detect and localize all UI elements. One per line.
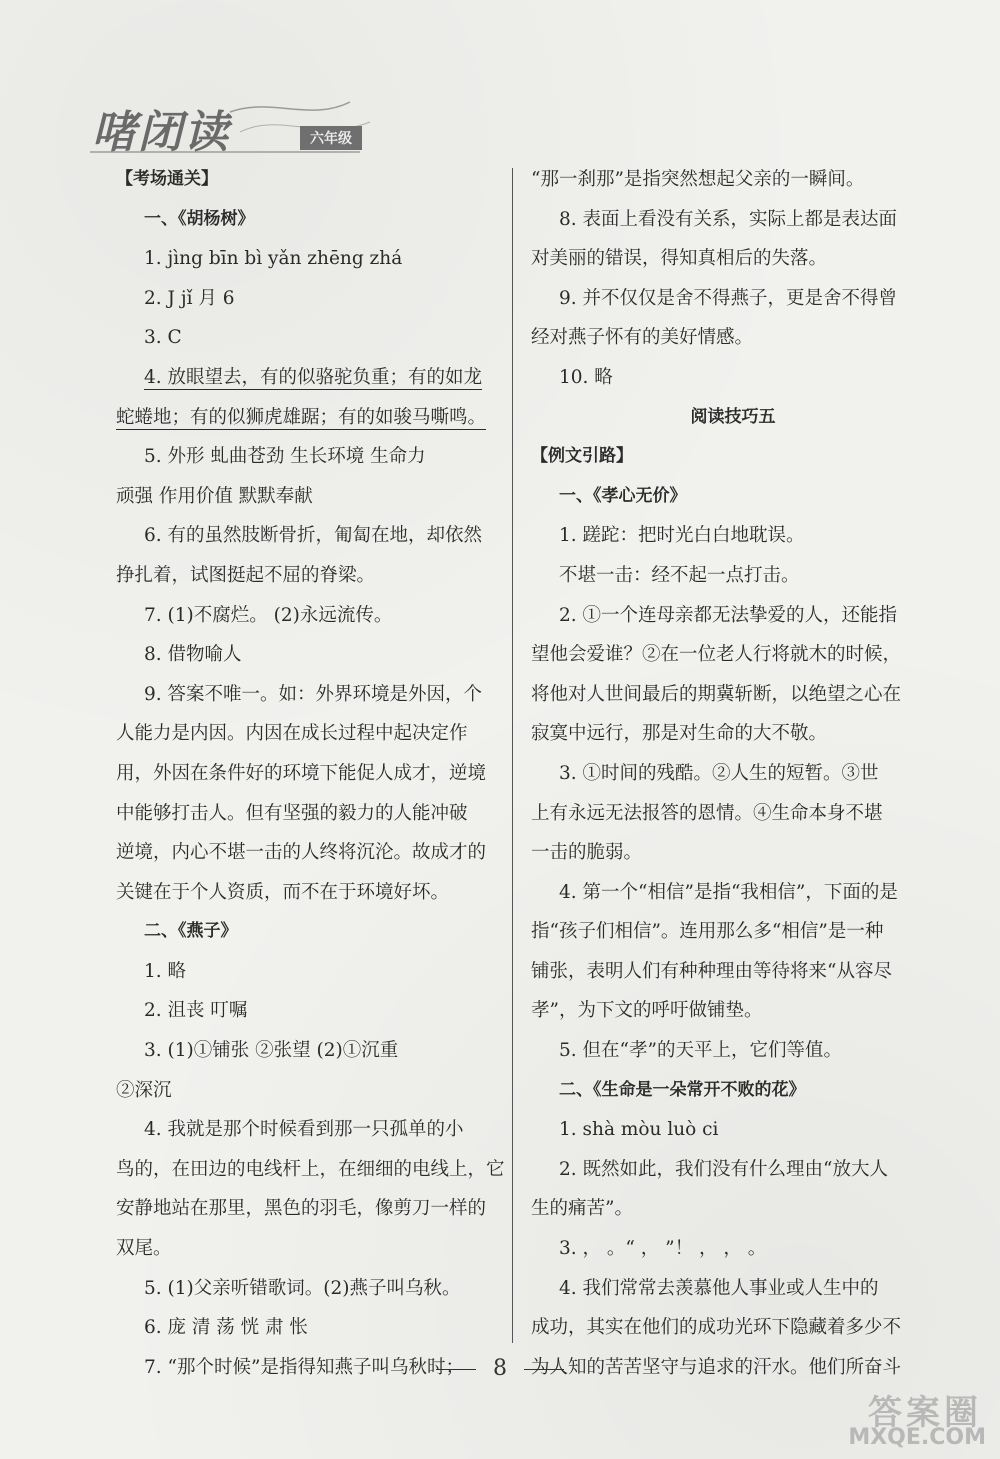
left-column-line: 顽强 作用价值 默默奉献 bbox=[116, 485, 313, 507]
footer-dash-right bbox=[524, 1369, 564, 1370]
left-column-line: 用，外因在条件好的环境下能促人成才，逆境 bbox=[116, 762, 487, 784]
left-column bbox=[116, 160, 526, 1387]
right-column-line: “那一刹那”是指突然想起父亲的一瞬间。 bbox=[531, 169, 865, 190]
right-column-line: 1. shà mòu luò ci bbox=[559, 1119, 719, 1141]
left-column-line: 3. C bbox=[144, 327, 182, 349]
right-column-line: 3. ， 。“ ， ”！ ， ， 。 bbox=[559, 1238, 767, 1260]
left-column-line: 5. 外形 虬曲苍劲 生长环境 生命力 bbox=[144, 446, 426, 468]
left-column-line: ②深沉 bbox=[116, 1079, 172, 1101]
right-column-line: 不堪一击：经不起一点打击。 bbox=[559, 564, 800, 586]
right-column-line: 二、《生命是一朵常开不败的花》 bbox=[559, 1079, 806, 1100]
right-column-line: 对美丽的错误，得知真相后的失落。 bbox=[531, 248, 828, 270]
right-column-line: 一、《孝心无价》 bbox=[559, 485, 687, 506]
left-column-line: 蛇蜷地；有的似狮虎雄踞；有的如骏马嘶鸣。 bbox=[116, 406, 487, 428]
right-column-line: 9. 并不仅仅是舍不得燕子，更是舍不得曾 bbox=[559, 287, 898, 309]
right-column-line: 将他对人世间最后的期冀斩断，以绝望之心在 bbox=[531, 683, 902, 705]
right-column-line: 10. 略 bbox=[559, 366, 613, 388]
column-divider bbox=[512, 168, 513, 1343]
left-column-line: 3. (1)①铺张 ②张望 (2)①沉重 bbox=[144, 1040, 399, 1062]
right-column-line: 生的痛苦”。 bbox=[531, 1198, 633, 1220]
right-column-line: 成功，其实在他们的成功光环下隐藏着多少不 bbox=[531, 1317, 902, 1339]
series-header bbox=[80, 92, 380, 162]
right-column-line: 上有永远无法报答的恩情。④生命本身不堪 bbox=[531, 802, 883, 824]
right-column-line: 3. ①时间的残酷。②人生的短暂。③世 bbox=[559, 762, 879, 784]
left-column-line: 8. 借物喻人 bbox=[144, 644, 242, 666]
right-column-line: 为人知的苦苦坚守与追求的汗水。他们所奋斗 bbox=[531, 1356, 902, 1378]
right-column-line: 望他会爱谁？②在一位老人行将就木的时候， bbox=[531, 644, 902, 666]
left-column-line: 9. 答案不唯一。如：外界环境是外因，个 bbox=[144, 683, 483, 705]
right-column-line: 经对燕子怀有的美好情感。 bbox=[531, 327, 754, 349]
footer-dash-left bbox=[436, 1369, 476, 1370]
left-column-line: 【考场通关】 bbox=[116, 169, 218, 189]
watermark-logo bbox=[830, 1385, 1000, 1459]
left-column-line: 逆境，内心不堪一击的人终将沉沦。故成才的 bbox=[116, 842, 487, 864]
right-column-line: 阅读技巧五 bbox=[690, 406, 776, 427]
right-column-line: 1. 蹉跎：把时光白白地耽误。 bbox=[559, 525, 805, 547]
left-column-line: 4. 放眼望去，有的似骆驼负重；有的如龙 bbox=[144, 366, 483, 388]
left-column-line: 2. J jǐ 月 6 bbox=[144, 287, 235, 309]
right-column bbox=[531, 160, 935, 1387]
grade-badge: 六年级 bbox=[300, 126, 362, 150]
left-column-line: 鸟的，在田边的电线杆上，在细细的电线上，它 bbox=[116, 1158, 505, 1180]
left-column-line: 7. (1)不腐烂。 (2)永远流传。 bbox=[144, 604, 393, 626]
left-column-line: 6. 庞 清 荡 恍 肃 怅 bbox=[144, 1317, 308, 1339]
left-column-line: 二、《燕子》 bbox=[144, 921, 238, 942]
right-column-line: 寂寞中远行，那是对生命的大不敬。 bbox=[531, 723, 828, 745]
watermark-bottom: MXQE.COM bbox=[848, 1425, 986, 1450]
right-column-line: 8. 表面上看没有关系，实际上都是表达面 bbox=[559, 208, 898, 230]
left-column-line: 5. (1)父亲听错歌词。(2)燕子叫乌秋。 bbox=[144, 1277, 461, 1299]
left-column-line: 2. 沮丧 叮嘱 bbox=[144, 1000, 248, 1022]
page-footer bbox=[0, 1356, 1000, 1381]
right-column-line: 4. 我们常常去羡慕他人事业或人生中的 bbox=[559, 1277, 879, 1299]
right-column-line: 5. 但在“孝”的天平上，它们等值。 bbox=[559, 1040, 842, 1062]
left-column-line: 挣扎着，试图挺起不屈的脊梁。 bbox=[116, 564, 376, 586]
right-column-line: 铺张，表明人们有种种理由等待将来“从容尽 bbox=[531, 960, 892, 982]
watermark-top: 答案圈 bbox=[868, 1393, 982, 1433]
left-column-line: 一、《胡杨树》 bbox=[144, 208, 255, 229]
right-column-line: 指“孩子们相信”。连用那么多“相信”是一种 bbox=[531, 921, 884, 943]
left-column-line: 安静地站在那里，黑色的羽毛，像剪刀一样的 bbox=[116, 1198, 487, 1220]
left-column-line: 1. jìng bīn bì yǎn zhēng zhá bbox=[144, 248, 403, 270]
left-column-line: 关键在于个人资质，而不在于环境好坏。 bbox=[116, 881, 450, 903]
right-column-line: 2. 既然如此，我们没有什么理由“放大人 bbox=[559, 1158, 888, 1180]
left-column-line: 4. 我就是那个时候看到那一只孤单的小 bbox=[144, 1119, 464, 1141]
right-column-line: 2. ①一个连母亲都无法挚爱的人，还能指 bbox=[559, 604, 898, 626]
left-column-line: 双尾。 bbox=[116, 1238, 172, 1260]
right-column-line: 【例文引路】 bbox=[531, 446, 633, 467]
left-column-line: 中能够打击人。但有坚强的毅力的人能冲破 bbox=[116, 802, 468, 824]
right-column-line: 4. 第一个“相信”是指“我相信”，下面的是 bbox=[559, 881, 898, 903]
right-column-line: 一击的脆弱。 bbox=[531, 842, 643, 864]
right-column-line: 孝”，为下文的呼吁做铺垫。 bbox=[531, 1000, 763, 1022]
left-column-line: 6. 有的虽然肢断骨折，匍匐在地，却依然 bbox=[144, 525, 483, 547]
series-title: 啫闭读 bbox=[92, 107, 230, 158]
left-column-line: 人能力是内因。内因在成长过程中起决定作 bbox=[116, 723, 468, 745]
left-column-line: 1. 略 bbox=[144, 960, 187, 982]
left-column-line: 7. “那个时候”是指得知燕子叫乌秋时； bbox=[144, 1356, 464, 1378]
page-number: 8 bbox=[493, 1356, 507, 1381]
